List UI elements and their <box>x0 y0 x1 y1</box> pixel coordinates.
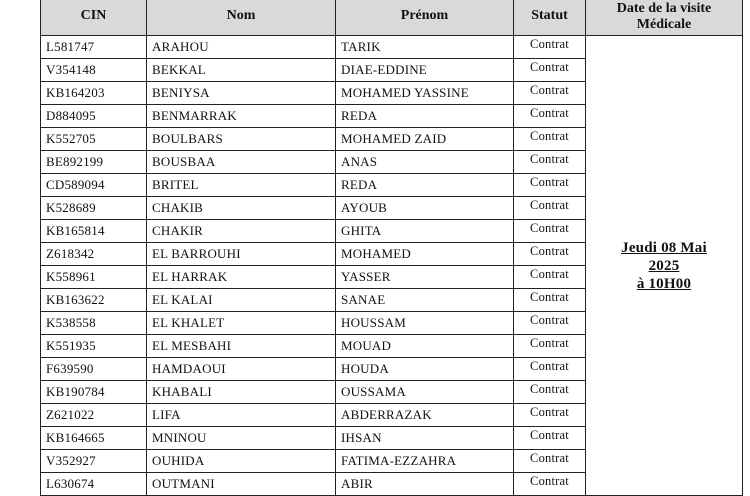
table-row <box>41 36 743 59</box>
cell-prenom: OUSSAMA <box>336 381 514 404</box>
cell-statut: Contrat <box>514 59 586 82</box>
cell-prenom: ABIR <box>336 473 514 496</box>
cell-nom: KHABALI <box>147 381 336 404</box>
cell-prenom: MOUAD <box>336 335 514 358</box>
header-cin: CIN <box>41 0 147 36</box>
cell-cin: K551935 <box>41 335 147 358</box>
cell-cin: K558961 <box>41 266 147 289</box>
cell-cin: K552705 <box>41 128 147 151</box>
cell-statut: Contrat <box>514 450 586 473</box>
cell-prenom: AYOUB <box>336 197 514 220</box>
cell-nom: BENIYSA <box>147 82 336 105</box>
cell-statut: Contrat <box>514 289 586 312</box>
cell-cin: Z621022 <box>41 404 147 427</box>
cell-statut: Contrat <box>514 105 586 128</box>
cell-nom: MNINOU <box>147 427 336 450</box>
header-date-line2: Médicale <box>636 17 692 32</box>
cell-prenom: DIAE-EDDINE <box>336 59 514 82</box>
cell-nom: EL MESBAHI <box>147 335 336 358</box>
cell-nom: OUTMANI <box>147 473 336 496</box>
cell-statut: Contrat <box>514 243 586 266</box>
cell-cin: K538558 <box>41 312 147 335</box>
cell-prenom: HOUDA <box>336 358 514 381</box>
cell-prenom: IHSAN <box>336 427 514 450</box>
table-body <box>41 36 743 496</box>
cell-prenom: HOUSSAM <box>336 312 514 335</box>
header-prenom: Prénom <box>336 0 514 36</box>
visit-date-cell <box>586 36 743 496</box>
header-row <box>41 0 743 36</box>
visit-date-text <box>621 239 707 293</box>
cell-nom: BRITEL <box>147 174 336 197</box>
cell-nom: LIFA <box>147 404 336 427</box>
cell-cin: F639590 <box>41 358 147 381</box>
cell-prenom: ANAS <box>336 151 514 174</box>
document-page <box>40 0 743 496</box>
cell-prenom: REDA <box>336 105 514 128</box>
cell-cin: KB165814 <box>41 220 147 243</box>
cell-nom: EL KALAI <box>147 289 336 312</box>
cell-prenom: MOHAMED YASSINE <box>336 82 514 105</box>
visit-date-line1: Jeudi 08 Mai <box>621 239 707 256</box>
cell-cin: L630674 <box>41 473 147 496</box>
cell-nom: BOULBARS <box>147 128 336 151</box>
cell-nom: CHAKIR <box>147 220 336 243</box>
cell-statut: Contrat <box>514 197 586 220</box>
cell-statut: Contrat <box>514 473 586 496</box>
cell-prenom: SANAE <box>336 289 514 312</box>
cell-statut: Contrat <box>514 381 586 404</box>
cell-nom: BEKKAL <box>147 59 336 82</box>
cell-cin: V354148 <box>41 59 147 82</box>
cell-cin: BE892199 <box>41 151 147 174</box>
header-nom: Nom <box>147 0 336 36</box>
cell-statut: Contrat <box>514 82 586 105</box>
cell-prenom: FATIMA-EZZAHRA <box>336 450 514 473</box>
cell-statut: Contrat <box>514 220 586 243</box>
cell-cin: K528689 <box>41 197 147 220</box>
cell-statut: Contrat <box>514 174 586 197</box>
cell-statut: Contrat <box>514 36 586 59</box>
cell-nom: BENMARRAK <box>147 105 336 128</box>
cell-cin: KB163622 <box>41 289 147 312</box>
cell-statut: Contrat <box>514 358 586 381</box>
cell-nom: EL HARRAK <box>147 266 336 289</box>
cell-prenom: ABDERRAZAK <box>336 404 514 427</box>
cell-nom: HAMDAOUI <box>147 358 336 381</box>
cell-cin: KB190784 <box>41 381 147 404</box>
cell-prenom: REDA <box>336 174 514 197</box>
cell-cin: KB164203 <box>41 82 147 105</box>
cell-statut: Contrat <box>514 312 586 335</box>
header-statut: Statut <box>514 0 586 36</box>
header-date-line1: Date de la visite <box>616 1 712 16</box>
cell-statut: Contrat <box>514 427 586 450</box>
cell-cin: D884095 <box>41 105 147 128</box>
cell-nom: EL BARROUHI <box>147 243 336 266</box>
visit-date-line2: 2025 <box>648 257 680 274</box>
cell-nom: CHAKIB <box>147 197 336 220</box>
cell-statut: Contrat <box>514 335 586 358</box>
cell-nom: ARAHOU <box>147 36 336 59</box>
cell-cin: V352927 <box>41 450 147 473</box>
cell-cin: L581747 <box>41 36 147 59</box>
visit-date-line3: à 10H00 <box>636 275 692 292</box>
cell-prenom: GHITA <box>336 220 514 243</box>
cell-cin: CD589094 <box>41 174 147 197</box>
cell-nom: EL KHALET <box>147 312 336 335</box>
cell-cin: KB164665 <box>41 427 147 450</box>
cell-statut: Contrat <box>514 128 586 151</box>
cell-statut: Contrat <box>514 151 586 174</box>
cell-cin: Z618342 <box>41 243 147 266</box>
cell-prenom: MOHAMED ZAID <box>336 128 514 151</box>
cell-statut: Contrat <box>514 266 586 289</box>
candidates-table <box>40 0 743 496</box>
cell-statut: Contrat <box>514 404 586 427</box>
cell-nom: BOUSBAA <box>147 151 336 174</box>
cell-prenom: MOHAMED <box>336 243 514 266</box>
cell-nom: OUHIDA <box>147 450 336 473</box>
cell-prenom: TARIK <box>336 36 514 59</box>
cell-prenom: YASSER <box>336 266 514 289</box>
header-date-visite <box>586 0 743 36</box>
